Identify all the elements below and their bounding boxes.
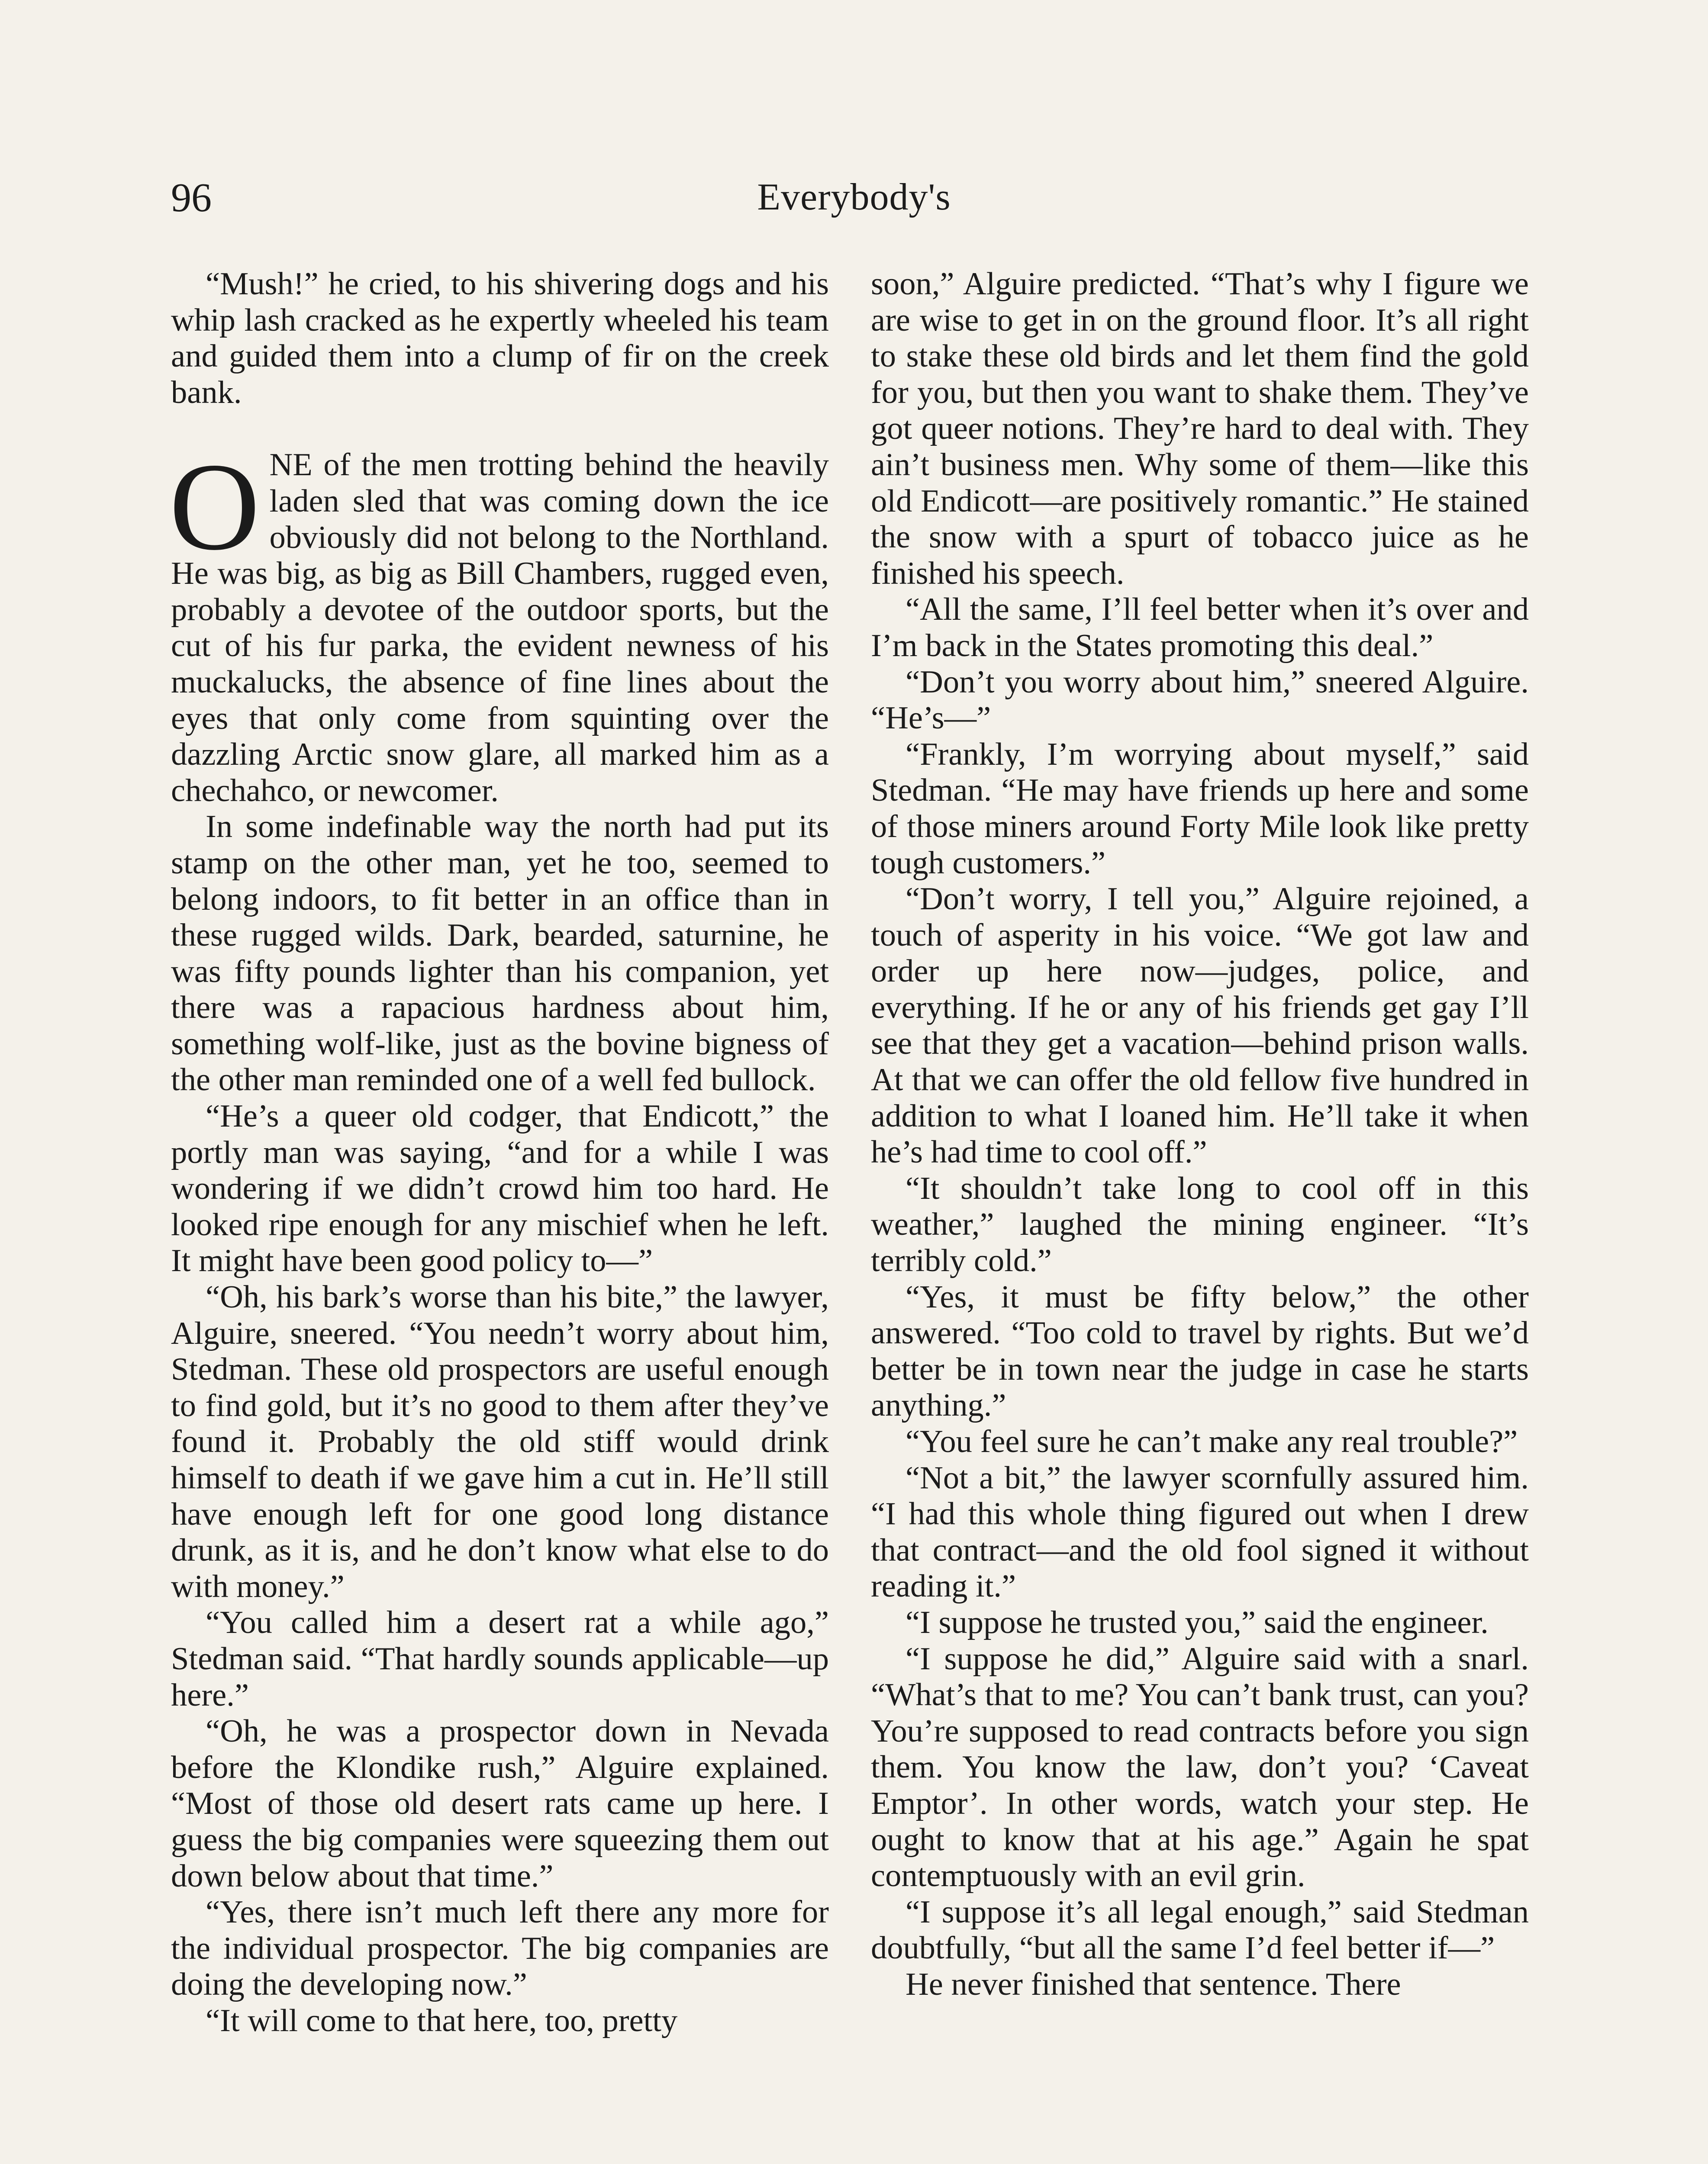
paragraph-with-dropcap [169,437,829,809]
paragraph: “Mush!” he cried, to his shivering dogs and his whip lash cracked as he expertly wheeled his team and guided them into a clump of fir on the creek bank. [171,266,829,410]
left-column [171,266,829,2039]
paragraph: soon,” Alguire predicted. “That’s why I figure we are wise to get in on the ground floor. It’s all right to stake these old birds and let them find the gold for you, but then you want to shake them. They’ve got queer notions. They’re hard to deal with. They ain’t business men. Why some of them—like this old Endicott—are positively romantic.” He stained the snow with a spurt of tobacco juice as he finished his speech. [871,266,1529,591]
paragraph: “Not a bit,” the lawyer scornfully assured him. “I had this whole thing figured out when I drew that contract—and the old fool signed it without reading it.” [871,1460,1529,1604]
page-number: 96 [171,175,212,220]
paragraph: “He’s a queer old codger, that Endicott,” the portly man was saying, “and for a while I was wondering if we didn’t crowd him too hard. He looked ripe enough for any mischief when he left. It might have been good policy to—” [171,1098,829,1279]
running-head: Everybody's [757,176,951,218]
paragraph: “Oh, he was a prospector down in Nevada before the Klondike rush,” Alguire explained. “Most of those old desert rats came up here. I guess the big companies were squeezing them out down below about that time.” [171,1713,829,1894]
paragraph: “Yes, it must be fifty below,” the other answered. “Too cold to travel by rights. But we’d better be in town near the judge in case he starts anything.” [871,1279,1529,1423]
drop-cap: O [169,437,260,576]
paragraph: “Frankly, I’m worrying about myself,” said Stedman. “He may have friends up here and some of those miners around Forty Mile look like pretty tough customers.” [871,736,1529,881]
paragraph: “Don’t worry, I tell you,” Alguire rejoined, a touch of asperity in his voice. “We got law and order up here now—judges, police, and everything. If he or any of his friends get gay I’ll see that they get a vacation—behind prison walls. At that we can offer the old fellow five hundred in addition to what I loaned him. He’ll take it when he’s had time to cool off.” [871,881,1529,1170]
paragraph: “Don’t you worry about him,” sneered Alguire. “He’s—” [871,664,1529,736]
paragraph: “Yes, there isn’t much left there any more for the individual prospector. The big companies are doing the developing now.” [171,1894,829,2003]
paragraph: “All the same, I’ll feel better when it’s over and I’m back in the States promoting this deal.” [871,592,1529,663]
paragraph: “I suppose he trusted you,” said the engineer. [906,1604,1489,1640]
paragraph: In some indefinable way the north had put its stamp on the other man, yet he too, seemed to belong indoors, to fit better in an office than in these rugged wilds. Dark, bearded, saturnine, he was fifty pounds lighter than his companion, yet there was a rapacious hardness about him, something wolf-like, just as the bovine bigness of the other man reminded one of a well fed bullock. [171,809,829,1098]
paragraph: “It shouldn’t take long to cool off in this weather,” laughed the mining engineer. “It’s terribly cold.” [871,1170,1529,1279]
paragraph: He never finished that sentence. There [906,1966,1401,2002]
paragraph-text: NE of the men trotting behind the heavily laden sled that was coming down the ice obviously did not belong to the Northland. He was big, as big as Bill Chambers, rugged even, probably a devotee of the outdoor sports, but the cut of his fur parka, the evident newness of his muckalucks, the absence of fine lines about the eyes that only come from squinting over the dazzling Arctic snow glare, all marked him as a chechahco, or newcomer. [171,447,829,808]
paragraph: “It will come to that here, too, pretty [206,2003,678,2038]
paragraph: “You called him a desert rat a while ago,” Stedman said. “That hardly sounds applicable—up here.” [171,1605,829,1713]
paragraph: “You feel sure he can’t make any real trouble?” [906,1424,1518,1459]
paragraph: “Oh, his bark’s worse than his bite,” the lawyer, Alguire, sneered. “You needn’t worry about him, Stedman. These old prospectors are useful enough to find gold, but it’s no good to them after they’ve found it. Probably the old stiff would drink himself to death if we gave him a cut in. He’ll still have enough left for one good long distance drunk, as it is, and he don’t know what else to do with money.” [171,1279,829,1604]
paragraph: “I suppose he did,” Alguire said with a snarl. “What’s that to me? You can’t bank trust, can you? You’re supposed to read contracts before you sign them. You know the law, don’t you? ‘Caveat Emptor’. In other words, watch your step. He ought to know that at his age.” Again he spat contemptuously with an evil grin. [871,1641,1529,1894]
right-column [871,266,1529,2003]
paragraph: “I suppose it’s all legal enough,” said Stedman doubtfully, “but all the same I’d feel better if—” [871,1894,1529,1966]
